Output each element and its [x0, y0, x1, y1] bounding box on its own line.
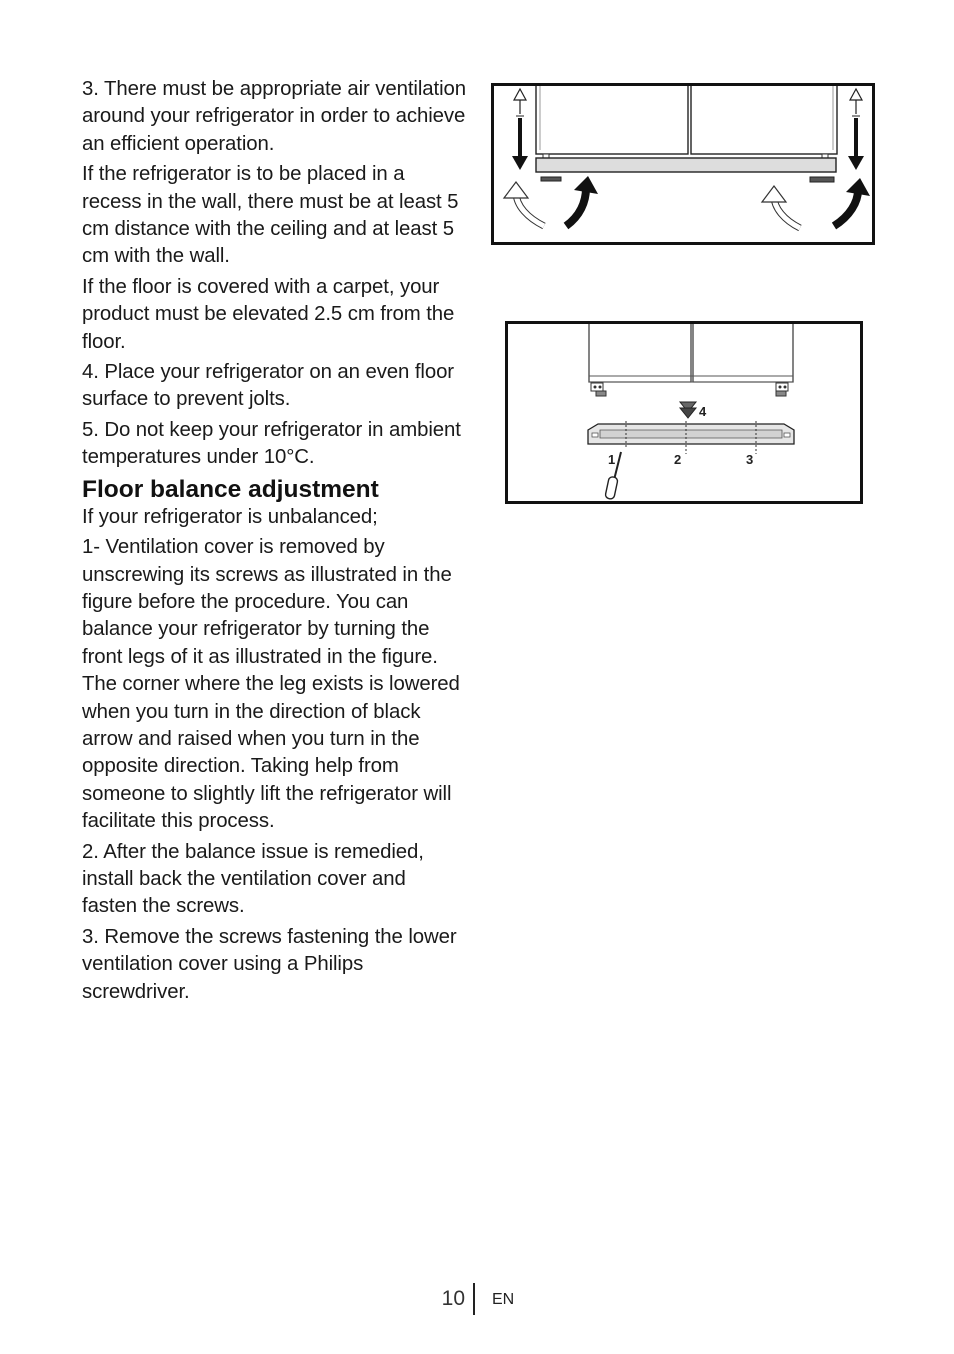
left-door	[589, 324, 691, 382]
figure-ventilation-cover	[505, 321, 863, 504]
label-3: 3	[746, 452, 754, 467]
ventilation-cover	[536, 158, 836, 172]
screwdriver-icon	[605, 476, 618, 499]
curved-arrow-black-icon	[846, 178, 870, 196]
leveling-legs-illustration	[494, 86, 872, 242]
up-arrow-icon	[514, 89, 526, 100]
right-leg	[810, 177, 834, 182]
label-2: 2	[674, 452, 682, 467]
paragraph-step-2: 2. After the balance issue is remedied, install back the ventilation cover and fasten the screws.	[82, 840, 424, 918]
paragraph-temperature: 5. Do not keep your refrigerator in ambient temperatures under 10°C.	[82, 418, 461, 469]
paragraph-ventilation: 3. There must be appropriate air ventilation around your refrigerator in order to achieve an efficient operation.	[82, 78, 466, 155]
text-column	[82, 76, 466, 1009]
paragraph-step-3: 3. Remove the screws fastening the lower ventilation cover using a Philips screwdriver.	[82, 925, 457, 1003]
left-door	[536, 86, 688, 154]
left-leg	[541, 177, 561, 181]
curved-arrow-black-icon	[574, 176, 598, 194]
down-arrow-icon	[512, 156, 528, 170]
footer-divider	[473, 1283, 475, 1315]
language-code: EN	[492, 1291, 515, 1308]
page-number: 10	[441, 1287, 465, 1310]
down-arrow-icon	[848, 156, 864, 170]
curved-arrow-open-icon	[504, 182, 528, 198]
label-1: 1	[608, 452, 616, 467]
paragraph-even-floor: 4. Place your refrigerator on an even floor surface to prevent jolts.	[82, 361, 455, 411]
paragraph-step-1: 1- Ventilation cover is removed by unscrewing its screws as illustrated in the figure before the procedure. You can balance your refrigerator by turning the front legs of it as illustrated in the figure. The corner where the leg exists is lowered when you turn in the direction of black arrow and raised when you turn in the opposite direction. Taking help from someone to slightly lift the refrigerator will facilitate this process.	[82, 536, 460, 833]
section-heading: Floor balance adjustment	[82, 475, 379, 503]
page-footer	[0, 1283, 954, 1317]
figure-leveling-legs	[491, 83, 875, 245]
paragraph-unbalanced: If your refrigerator is unbalanced;	[82, 505, 378, 528]
paragraph-recess: If the refrigerator is to be placed in a recess in the wall, there must be at least 5 cm distance with the ceiling and at least 5 cm with the wall.	[82, 163, 459, 268]
up-arrow-icon	[850, 89, 862, 100]
ventilation-cover-illustration	[508, 324, 860, 501]
right-door	[691, 86, 837, 154]
paragraph-carpet: If the floor is covered with a carpet, your product must be elevated 2.5 cm from the floor.	[82, 275, 455, 353]
label-4: 4	[699, 404, 707, 419]
right-door	[693, 324, 793, 382]
curved-arrow-open-icon	[762, 186, 786, 202]
